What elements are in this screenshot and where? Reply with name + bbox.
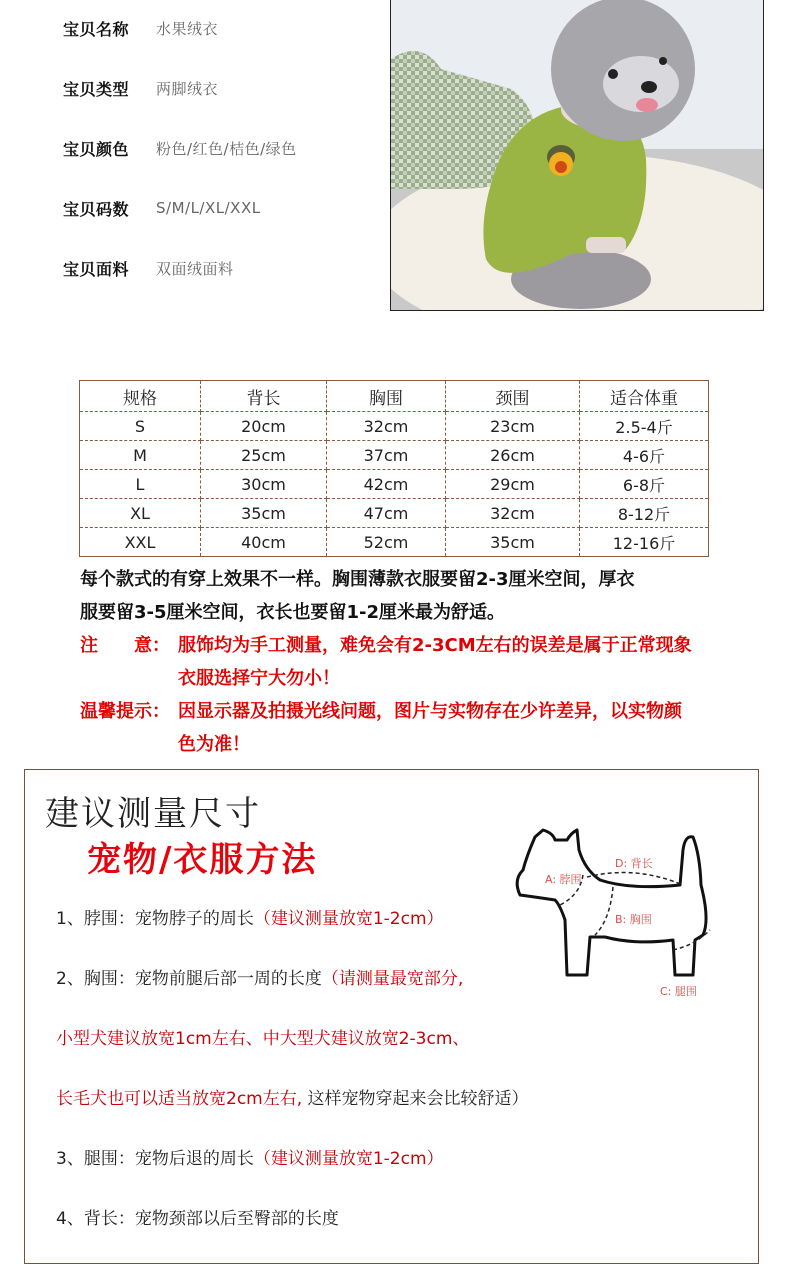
measure-item-leg [56,1144,444,1169]
table-row [80,441,709,470]
spec-key: 宝贝码数 [63,199,130,219]
spec-value: 粉色/红色/桔色/绿色 [156,139,297,158]
measure-item-chest-cont-1 [56,1024,469,1049]
table-header-cell: 背长 [201,381,327,412]
attention-line-1: 服饰均为手工测量，难免会有2-3CM左右的误差是属于正常现象 [178,635,692,656]
table-header-cell: 规格 [80,381,201,412]
table-cell: 29cm [446,470,580,499]
spec-key: 宝贝面料 [63,259,130,279]
table-cell: 35cm [446,528,580,557]
measure-item-text: 2、胸围：宠物前腿后部一周的长度 [56,969,322,989]
measure-item-hint: （建议测量放宽1-2cm） [253,909,444,929]
table-cell: L [80,470,201,499]
table-row [80,470,709,499]
diagram-label-c: C: 腿围 [660,985,697,998]
table-cell: 32cm [446,499,580,528]
table-cell: 35cm [201,499,327,528]
table-header-cell: 适合体重 [580,381,709,412]
size-table [79,380,709,557]
table-cell: 8-12斤 [580,499,709,528]
measure-item-hint: （建议测量放宽1-2cm） [253,1149,444,1169]
table-row [80,499,709,528]
table-cell: 12-16斤 [580,528,709,557]
spec-row-name [63,16,218,40]
dog-measurement-diagram [505,825,725,1005]
dog-in-sweater-illustration [391,0,763,310]
table-cell: 52cm [327,528,446,557]
table-cell: M [80,441,201,470]
measure-item-hint: 小型犬建议放宽1cm左右、中大型犬建议放宽2-3cm、 [56,1029,470,1049]
spec-value: 双面绒面料 [156,259,234,278]
measure-item-text: 4、背长：宠物颈部以后至臀部的长度 [56,1209,339,1229]
table-cell: S [80,412,201,441]
table-cell: 32cm [327,412,446,441]
spec-row-type [63,76,218,100]
table-cell: 30cm [201,470,327,499]
spec-row-size [63,196,261,220]
measurement-guide [24,769,759,1264]
table-cell: 25cm [201,441,327,470]
table-cell: 37cm [327,441,446,470]
measure-item-text: 3、腿围：宠物后退的周长 [56,1149,254,1169]
fit-note-line-2: 服要留3-5厘米空间，衣长也要留1-2厘米最为舒适。 [80,602,506,623]
attention-label: 注 意： [80,635,170,656]
spec-key: 宝贝名称 [63,19,130,39]
diagram-label-b: B: 胸围 [615,913,652,926]
table-cell: 20cm [201,412,327,441]
table-cell: 4-6斤 [580,441,709,470]
table-cell: 42cm [327,470,446,499]
measure-item-hint: （请测量最宽部分, [321,969,464,989]
spec-value: 两脚绒衣 [156,79,219,98]
spec-value: 水果绒衣 [156,19,219,38]
table-header-cell: 胸围 [327,381,446,412]
tip-line-2: 色为准！ [178,734,250,755]
table-header-cell: 颈围 [446,381,580,412]
table-cell: 6-8斤 [580,470,709,499]
product-photo [390,0,764,311]
table-cell: 26cm [446,441,580,470]
measure-title: 建议测量尺寸 [45,794,261,834]
measure-item-chest [56,964,463,989]
table-cell: 2.5-4斤 [580,412,709,441]
diagram-label-a: A: 脖围 [545,873,582,886]
attention-line-2: 衣服选择宁大勿小！ [178,668,340,689]
table-cell: 47cm [327,499,446,528]
table-header-row [80,381,709,412]
tip-label: 温馨提示： [80,701,170,722]
diagram-label-d: D: 背长 [615,857,653,870]
table-row [80,412,709,441]
dog-outline-icon [505,825,725,1005]
tip-line-1: 因显示器及拍摄光线问题，图片与实物存在少许差异，以实物颜 [178,701,682,722]
table-cell: XXL [80,528,201,557]
measure-item-hint: 长毛犬也可以适当放宽2cm左右, [56,1089,303,1109]
spec-row-color [63,136,297,160]
table-cell: 23cm [446,412,580,441]
table-cell: 40cm [201,528,327,557]
measure-item-back [56,1204,339,1229]
fit-note-line-1: 每个款式的有穿上效果不一样。胸围薄款衣服要留2-3厘米空间，厚衣 [80,569,635,590]
measure-item-text: 1、脖围：宠物脖子的周长 [56,909,254,929]
measure-item-text: 这样宠物穿起来会比较舒适） [302,1089,529,1109]
measure-item-chest-cont-2 [56,1084,529,1109]
table-row [80,528,709,557]
spec-value: S/M/L/XL/XXL [156,199,261,217]
spec-key: 宝贝颜色 [63,139,130,159]
table-cell: XL [80,499,201,528]
spec-row-fabric [63,256,234,280]
measure-item-neck [56,904,444,929]
measure-subtitle: 宠物/衣服方法 [87,840,318,880]
spec-key: 宝贝类型 [63,79,130,99]
